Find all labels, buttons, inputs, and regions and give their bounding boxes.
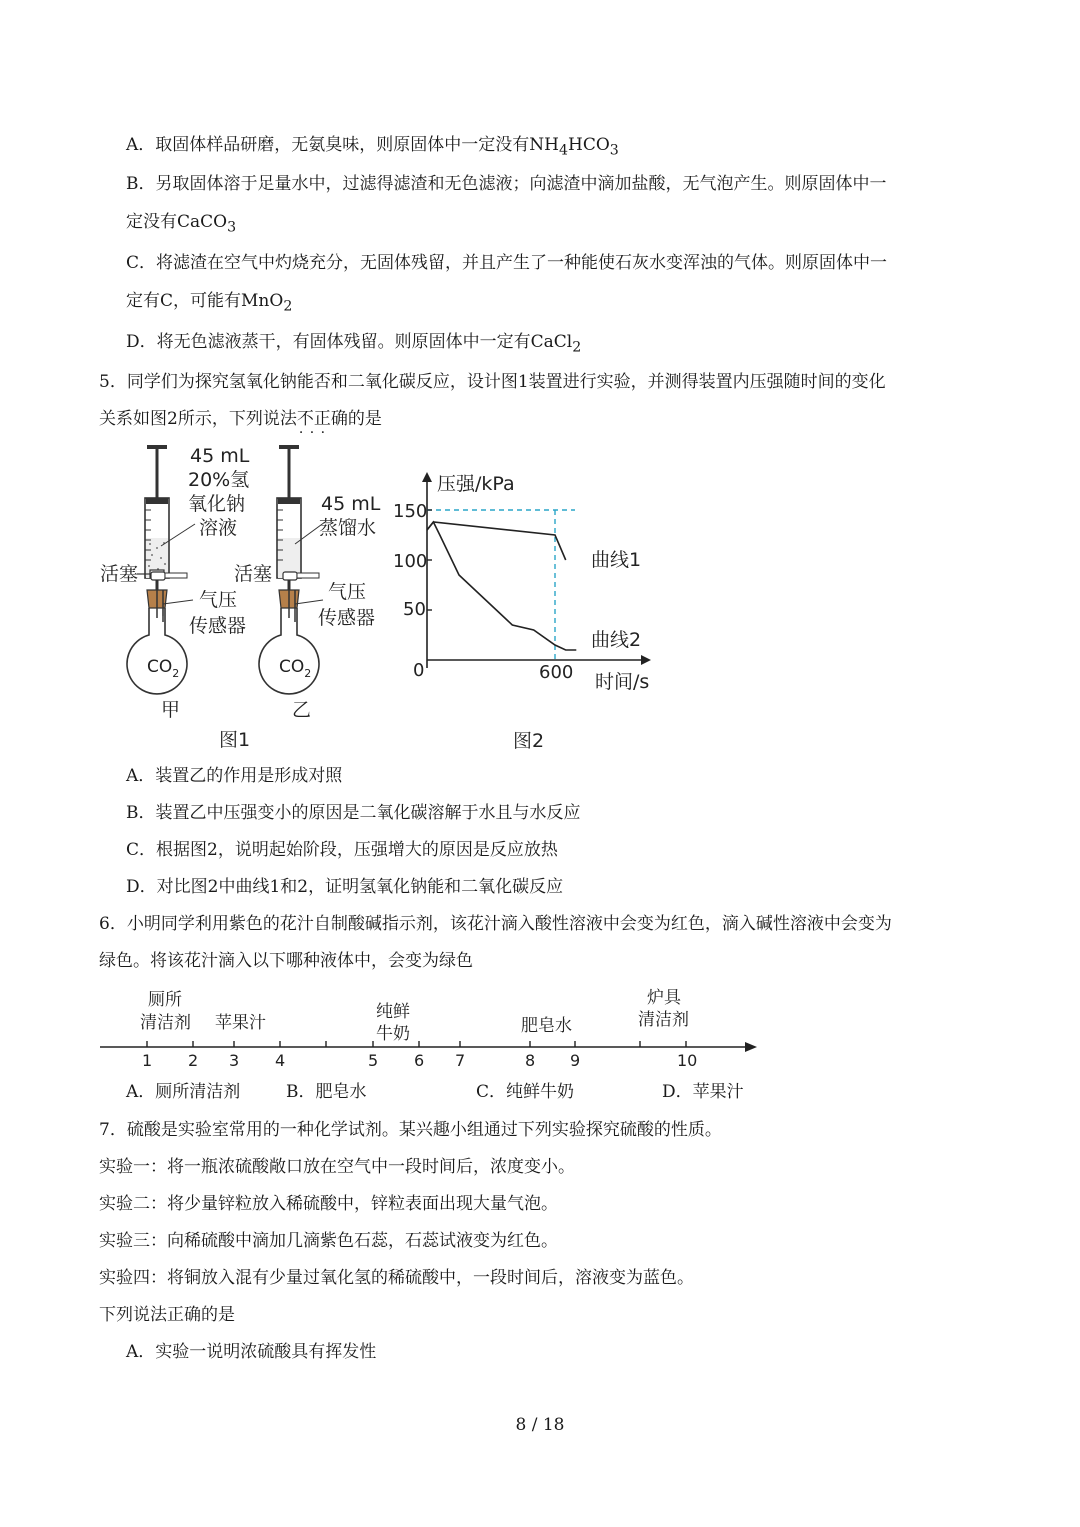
label-jia: 甲 [161,699,181,721]
stove-cleaner-label-1: 炉具 [647,988,681,1008]
syringe2-label-1: 45 mL [321,493,381,515]
q7-ask: 下列说法正确的是 [99,1305,235,1325]
sensor-label-jia-2: 传感器 [189,615,247,637]
ph-2: 2 [188,1051,199,1070]
stove-cleaner-label-2: 清洁剂 [638,1010,689,1030]
milk-label-1: 纯鲜 [376,1002,410,1022]
syringe1-label-4: 溶液 [199,517,238,539]
q5-option-a: A．装置乙的作用是形成对照 [126,766,343,786]
x-axis-arrow [641,655,651,665]
milk-label-2: 牛奶 [376,1024,410,1044]
ph-8: 8 [525,1051,536,1070]
ph-4: 4 [275,1051,286,1070]
tick-150: 150 [393,501,428,522]
q7-stem: 7．硫酸是实验室常用的一种化学试剂。某兴趣小组通过下列实验探究硫酸的性质。 [99,1120,722,1140]
q4-option-b-line1: B．另取固体溶于足量水中，过滤得滤渣和无色滤液；向滤渣中滴加盐酸，无气泡产生。则原固体中一 [126,174,887,194]
tick-100: 100 [393,551,428,572]
gas-label-yi: $CO_2$ [279,657,312,680]
q7-option-a: A．实验一说明浓硫酸具有挥发性 [126,1342,377,1362]
x-axis-label: 时间/s [595,671,650,693]
q7-experiment-3: 实验三：向稀硫酸中滴加几滴紫色石蕊，石蕊试液变为红色。 [99,1231,558,1251]
emphasis-dots: 不正确 · · · [297,409,348,429]
curve-2-line [427,522,576,650]
sensor-label-yi-1: 气压 [328,581,367,603]
tick-600: 600 [539,662,574,683]
q6-option-d: D．苹果汁 [662,1082,744,1102]
q4-option-a: A．取固体样品研磨，无氨臭味，则原固体中一定没有$NH_4HCO_3$ [126,135,619,159]
y-axis-arrow [422,472,432,482]
ph-3: 3 [229,1051,240,1070]
q5-option-d: D．对比图2中曲线1和2，证明氢氧化钠能和二氧化碳反应 [126,877,564,897]
ph-1: 1 [142,1051,153,1070]
gas-label-jia: $CO_2$ [147,657,180,680]
ph-5: 5 [368,1051,379,1070]
soap-water-label: 肥皂水 [521,1016,572,1036]
tick-50: 50 [403,599,426,620]
syringe1-label-1: 45 mL [190,445,250,467]
toilet-cleaner-label-2: 清洁剂 [140,1013,191,1033]
q6-stem-line2: 绿色。将该花汁滴入以下哪种液体中，会变为绿色 [99,951,473,971]
apple-juice-label: 苹果汁 [215,1013,266,1033]
q6-stem-line1: 6．小明同学利用紫色的花汁自制酸碱指示剂，该花汁滴入酸性溶液中会变为红色，滴入碱性溶液中会变为 [99,914,892,934]
y-axis-label: 压强/kPa [437,473,515,495]
ph-10: 10 [677,1051,698,1070]
syringe2-label-2: 蒸馏水 [319,517,377,539]
sensor-label-jia-1: 气压 [199,589,238,611]
stopcock-label-jia: 活塞 [100,563,139,585]
ph-6: 6 [414,1051,425,1070]
q7-experiment-4: 实验四：将铜放入混有少量过氧化氢的稀硫酸中，一段时间后，溶液变为蓝色。 [99,1268,694,1288]
sensor-label-yi-2: 传感器 [318,607,376,629]
ph-scale [95,985,775,1075]
toilet-cleaner-label-1: 厕所 [148,990,182,1010]
q6-option-b: B．肥皂水 [286,1082,367,1102]
figure-1-caption: 图1 [219,729,251,751]
q5-option-c: C．根据图2，说明起始阶段，压强增大的原因是反应放热 [126,840,558,860]
curve-1-line [427,522,566,560]
q7-experiment-2: 实验二：将少量锌粒放入稀硫酸中，锌粒表面出现大量气泡。 [99,1194,558,1214]
figure-1-apparatus [95,440,405,755]
q4-option-c-line2: 定有C，可能有MnO$_2$ [126,291,293,315]
q7-experiment-1: 实验一：将一瓶浓硫酸敞口放在空气中一段时间后，浓度变小。 [99,1157,575,1177]
page-number: 8 / 18 [515,1415,565,1435]
syringe1-label-2: 20%氢 [188,469,250,491]
figure-2-caption: 图2 [513,730,545,752]
q5-stem-line2: 关系如图2所示，下列说法不正确 · · ·的是 [99,408,382,430]
curve-1-label: 曲线1 [591,549,642,571]
ph-axis-arrow [745,1042,757,1052]
q5-stem-line1: 5．同学们为探究氢氧化钠能否和二氧化碳反应，设计图1装置进行实验，并测得装置内压强随时间的变化 [99,372,886,392]
ph-9: 9 [570,1051,581,1070]
stopcock-label-yi: 活塞 [234,563,273,585]
tick-0: 0 [413,660,425,681]
q6-option-a: A．厕所清洁剂 [126,1082,241,1102]
q4-option-d: D．将无色滤液蒸干，有固体残留。则原固体中一定有CaCl$_2$ [126,332,582,356]
figure-2-chart [393,460,665,755]
curve-2-label: 曲线2 [591,629,642,651]
q4-option-c-line1: C．将滤渣在空气中灼烧充分，无固体残留，并且产生了一种能使石灰水变浑浊的气体。则原固体中一 [126,253,888,273]
q6-option-c: C．纯鲜牛奶 [476,1082,575,1102]
ph-7: 7 [455,1051,466,1070]
q5-option-b: B．装置乙中压强变小的原因是二氧化碳溶解于水且与水反应 [126,803,581,823]
label-yi: 乙 [292,699,312,721]
syringe1-label-3: 氧化钠 [188,493,246,515]
q4-option-b-line2: 定没有CaCO$_3$ [126,212,237,236]
